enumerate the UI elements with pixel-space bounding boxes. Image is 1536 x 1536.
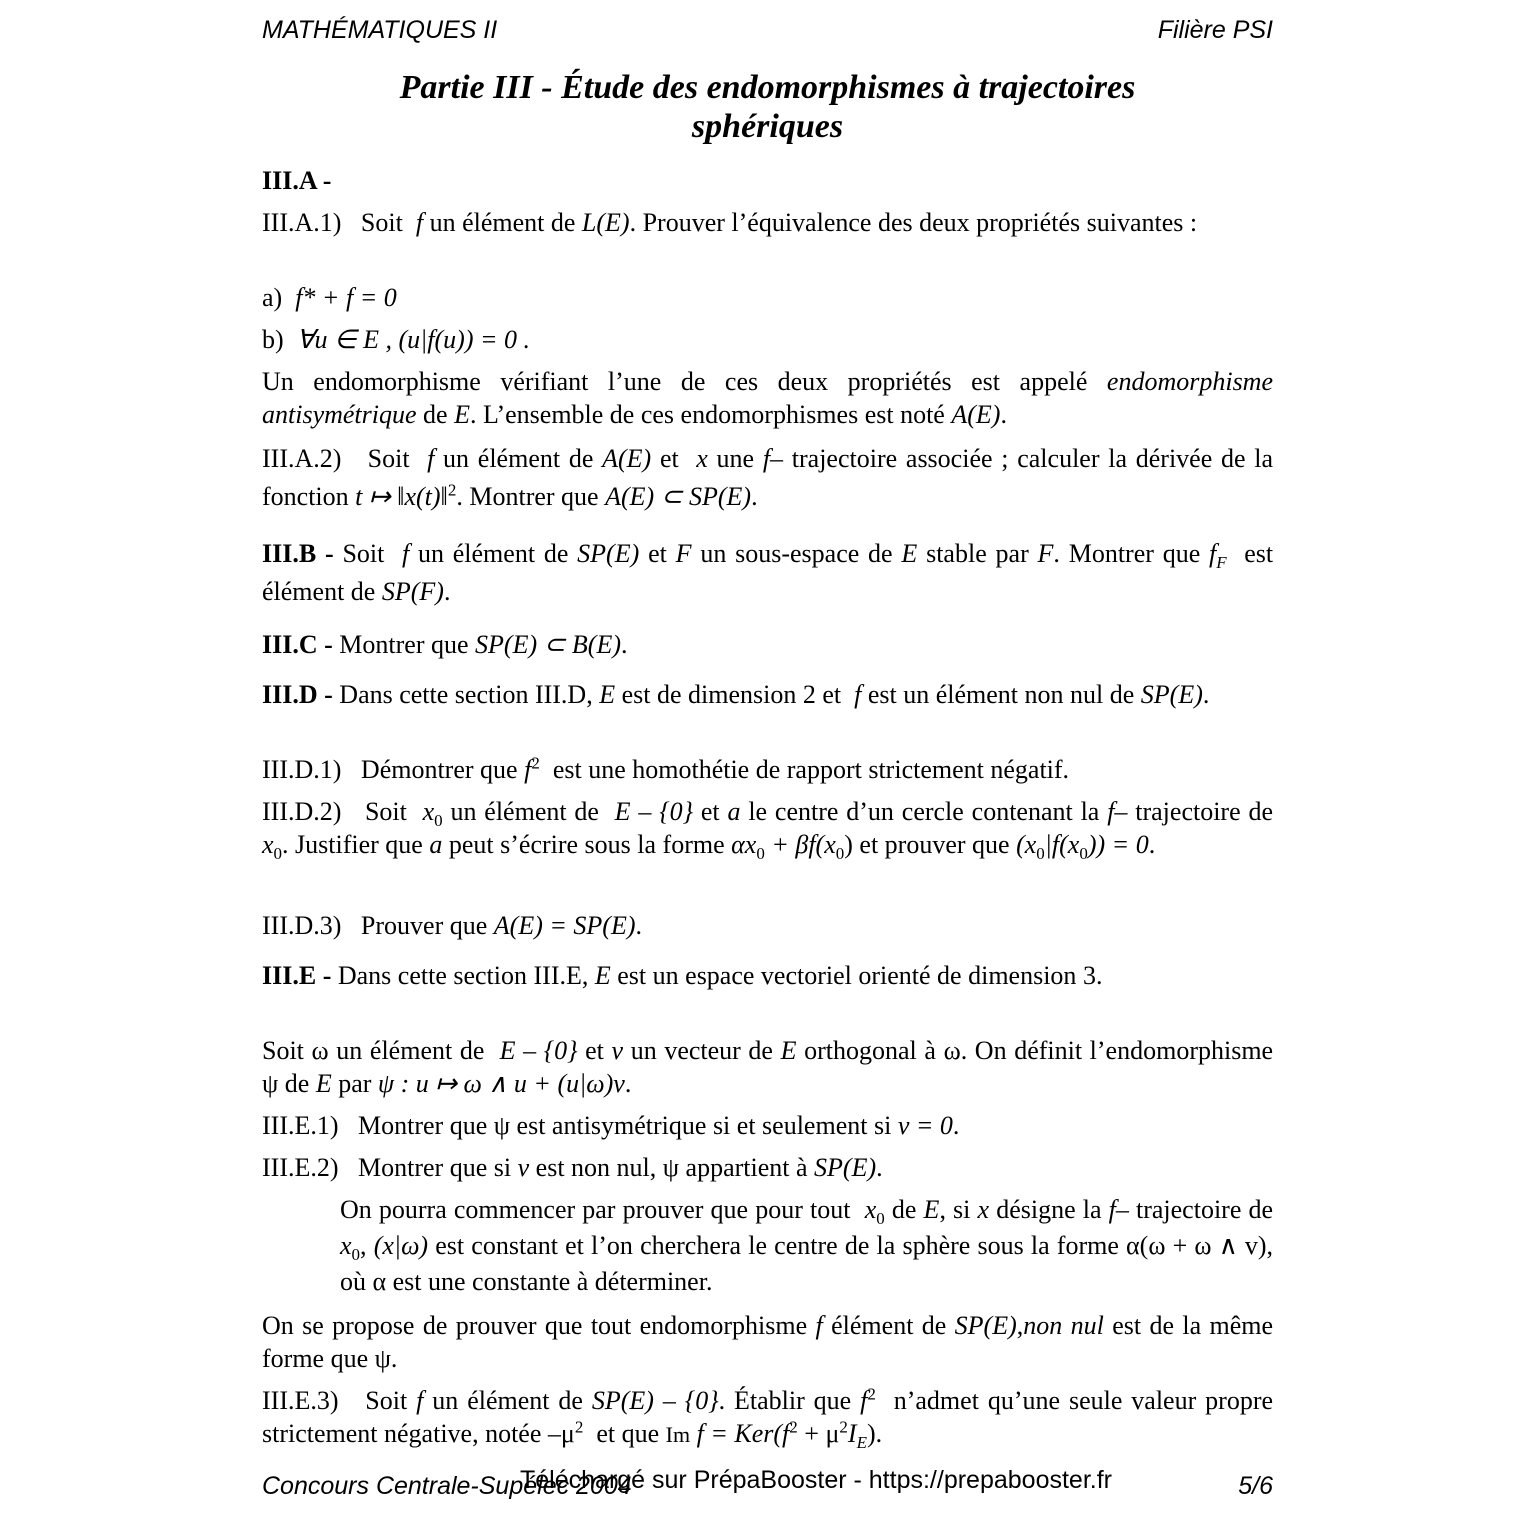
math-LE: L(E): [581, 208, 630, 237]
text: .: [1000, 400, 1007, 429]
text: et que: [596, 1419, 660, 1448]
question-IIIE3: [262, 1384, 1273, 1451]
math-f: f: [401, 539, 410, 568]
text: Soit: [360, 208, 403, 237]
section-heading-IIIC: III.C -: [262, 630, 333, 659]
text: un élément de: [450, 797, 599, 826]
text: un élément de: [429, 208, 576, 237]
text: . Établir que: [718, 1386, 852, 1415]
section-IIID: [262, 678, 1273, 711]
text: est un espace vectoriel orienté de dimension: [617, 961, 1077, 990]
math-restriction: f: [1209, 539, 1217, 568]
text: Soit: [342, 539, 385, 568]
text: Un endomorphisme vérifiant l’une de ces deux propriétés est appelé: [262, 367, 1088, 396]
header-track: Filière PSI: [1157, 16, 1273, 44]
text: ,: [360, 1231, 367, 1260]
text: .: [390, 1344, 398, 1373]
math-scalar: )) = 0: [1087, 830, 1149, 859]
hint-IIIE2: [340, 1192, 1273, 1300]
text: est de la même forme que: [262, 1311, 1274, 1373]
math-3: 3: [1082, 961, 1096, 990]
math-f: f: [524, 755, 532, 784]
text: On se propose de prouver que tout endomorphisme: [262, 1311, 808, 1340]
text: .: [952, 1111, 960, 1140]
question-label: III.A.2): [262, 444, 342, 473]
math-F: F: [1037, 539, 1054, 568]
math-expr: f* + f = 0: [295, 283, 397, 312]
math-F: F: [675, 539, 692, 568]
math-expr: ∀u ∈ E , (u|f(u)) = 0 .: [296, 325, 531, 354]
math-ker: = Ker(f: [710, 1419, 790, 1448]
text: est élément de: [262, 539, 1274, 606]
question-label: III.E.2): [262, 1153, 339, 1182]
math-psi-map: ψ : u ↦ ω ∧ u + (u|ω)v: [377, 1069, 625, 1098]
text: un élément de: [432, 1386, 583, 1415]
math-2: 2: [802, 680, 816, 709]
math-identity: I: [847, 1419, 857, 1448]
property-b: [262, 323, 1273, 356]
text: Démontrer que: [360, 755, 518, 784]
math-SPF: SP(F): [381, 577, 444, 606]
math-f: f: [1107, 797, 1115, 826]
text: de: [423, 400, 448, 429]
text: et: [822, 680, 842, 709]
text: est une constante à déterminer.: [392, 1267, 713, 1296]
text: . Montrer que: [456, 482, 599, 511]
math-f: f: [860, 1386, 868, 1415]
text: Soit: [364, 797, 407, 826]
defined-term: endomorphisme antisymétrique: [262, 367, 1273, 429]
math-f: f: [696, 1419, 704, 1448]
text: et: [659, 444, 679, 473]
text: Montrer que si: [358, 1153, 512, 1182]
math-a: a: [727, 797, 741, 826]
definition-antisymmetric: [262, 365, 1273, 431]
footer-contest: Concours Centrale-Supélec 2004: [262, 1472, 632, 1500]
text: une: [716, 444, 755, 473]
text: le centre d’un cercle contenant la: [748, 797, 1100, 826]
math-omega: ω: [311, 1036, 329, 1065]
text: . Montrer que: [1053, 539, 1201, 568]
text: un sous-espace de: [700, 539, 893, 568]
text: , si: [939, 1195, 971, 1224]
text: .: [624, 1069, 632, 1098]
text: et: [700, 797, 720, 826]
text: Soit: [262, 1036, 304, 1065]
math-v: v: [611, 1036, 624, 1065]
math-equality: A(E) = SP(E): [493, 911, 636, 940]
math-E: E: [901, 539, 918, 568]
question-IIIA1: [262, 206, 1273, 239]
text: un vecteur de: [630, 1036, 773, 1065]
subscript: 0: [876, 1209, 885, 1229]
text: Soit: [367, 444, 410, 473]
part-title-line1: Partie III - Étude des endomorphismes à trajectoires: [399, 69, 1136, 106]
math-E: E: [780, 1036, 797, 1065]
text: un élément de: [336, 1036, 485, 1065]
text: .: [443, 577, 451, 606]
math-SPE: SP(E): [1140, 680, 1203, 709]
math-omega: ω: [943, 1036, 961, 1065]
section-heading-IIIE: III.E -: [262, 961, 332, 990]
math-E: E: [594, 961, 611, 990]
text: est constant et l’on cherchera le centre de la sphère sous la forme: [435, 1231, 1119, 1260]
math-a: a: [429, 830, 443, 859]
question-label: III.D.2): [262, 797, 342, 826]
math-SPE: SP(E): [954, 1311, 1017, 1340]
text: est un élément non nul de: [867, 680, 1135, 709]
text: de: [891, 1195, 917, 1224]
footer-watermark: Téléchargé sur PrépaBooster - https://prepabooster.fr: [520, 1466, 1112, 1494]
question-label: III.D.1): [262, 755, 342, 784]
text: Dans cette section III.D,: [339, 680, 593, 709]
section-IIIB: [262, 535, 1273, 611]
text: . Prouver l’équivalence des deux propriétés suivantes :: [629, 208, 1198, 237]
text: Prouver que: [360, 911, 488, 940]
question-IIID1: [262, 753, 1273, 786]
subscript: F: [1216, 553, 1227, 573]
item-label: b): [262, 325, 284, 354]
superscript: 2: [447, 480, 457, 500]
math-mu: + μ: [804, 1419, 840, 1448]
text: peut s’écrire sous la forme: [448, 830, 725, 859]
math-x0: x: [262, 830, 274, 859]
text: .: [621, 630, 628, 659]
question-label: III.A.1): [262, 208, 342, 237]
text: stable par: [926, 539, 1029, 568]
math-f: f: [815, 1311, 823, 1340]
math-E: E: [454, 400, 470, 429]
header-subject: MATHÉMATIQUES II: [262, 16, 498, 44]
math-AE: A(E): [951, 400, 1001, 429]
text: Dans cette section III.E,: [337, 961, 589, 990]
text: ): [866, 1419, 876, 1448]
math-f: f: [427, 444, 435, 473]
math-im: Im: [665, 1422, 691, 1447]
question-IIIA2: [262, 440, 1273, 516]
math-scalar: |f(x: [1044, 830, 1080, 859]
section-heading-IIIB: III.B -: [262, 539, 334, 568]
text: Montrer que: [339, 630, 469, 659]
question-IIIE1: [262, 1109, 1273, 1142]
question-IIIE2: [262, 1151, 1273, 1184]
definition-psi: [262, 1034, 1273, 1100]
math-psi: ψ: [662, 1153, 680, 1182]
text: est antisymétrique si et seulement si: [516, 1111, 892, 1140]
text: .: [876, 1153, 883, 1182]
math-equality: v = 0: [897, 1111, 953, 1140]
text: orthogonal à: [804, 1036, 936, 1065]
math-x: x: [696, 444, 708, 473]
item-label: a): [262, 283, 283, 312]
question-label: III.E.1): [262, 1111, 339, 1140]
text: . Justifier que: [282, 830, 423, 859]
math-set: E – {0}: [614, 797, 694, 826]
subscript: E: [856, 1433, 867, 1453]
text: .: [751, 482, 758, 511]
math-x: x: [977, 1195, 990, 1224]
math-norm-map: t ↦ ‖x(t)‖: [355, 482, 448, 511]
text: – trajectoire associée ; calculer la dérivée de la fonction: [262, 444, 1274, 511]
subscript: 0: [434, 811, 443, 831]
subscript: 0: [351, 1245, 361, 1265]
text: est une homothétie de rapport strictement négatif.: [552, 755, 1070, 784]
text: et: [648, 539, 667, 568]
text: est de dimension: [621, 680, 797, 709]
text: .: [1202, 680, 1210, 709]
section-IIIC: [262, 628, 1273, 661]
subscript: 0: [1036, 844, 1045, 864]
math-inclusion: A(E) ⊂ SP(E): [605, 482, 752, 511]
math-mu: –μ: [547, 1419, 575, 1448]
math-AE: A(E): [602, 444, 652, 473]
subscript: 0: [273, 844, 283, 864]
math-E: E: [599, 680, 616, 709]
text: n’admet qu’une seule valeur propre strictement négative, notée: [262, 1386, 1274, 1448]
text: appartient à: [685, 1153, 808, 1182]
question-label: III.E.3): [262, 1386, 339, 1415]
math-f: f: [416, 1386, 424, 1415]
math-set: SP(E) – {0}: [591, 1386, 719, 1415]
text: . L’ensemble de ces endomorphismes est noté: [469, 400, 945, 429]
question-IIID2: [262, 795, 1274, 864]
footer-page-number: 5/6: [1238, 1472, 1273, 1500]
emphasis: non nul: [1023, 1311, 1104, 1340]
math-f: f: [762, 444, 771, 473]
math-scalar: (x|ω): [373, 1231, 429, 1260]
math-form: αx: [731, 830, 757, 859]
subscript: 0: [1079, 844, 1088, 864]
math-f: f: [854, 680, 862, 709]
math-psi: ψ: [262, 1069, 279, 1098]
section-IIIE: [262, 959, 1273, 992]
text: . On définit l’endomorphisme: [960, 1036, 1274, 1065]
math-alpha: α: [372, 1267, 387, 1296]
text: .: [635, 911, 642, 940]
text: – trajectoire de: [1115, 1195, 1274, 1224]
math-E: E: [923, 1195, 940, 1224]
superscript: 2: [867, 1384, 876, 1404]
part-title: [262, 68, 1273, 146]
note-IIIE: [262, 1309, 1273, 1375]
text: un élément de: [417, 539, 569, 568]
text: et: [585, 1036, 604, 1065]
math-x0: x: [340, 1231, 352, 1260]
text: , où: [340, 1231, 1274, 1296]
math-inclusion: SP(E) ⊂ B(E): [475, 630, 621, 659]
math-v: v: [517, 1153, 530, 1182]
question-IIID3: [262, 909, 1273, 942]
math-SPE: SP(E): [577, 539, 640, 568]
superscript: 2: [531, 753, 540, 773]
text: .: [875, 1419, 883, 1448]
part-title-line2: sphériques: [691, 108, 844, 145]
text: Montrer que: [358, 1111, 488, 1140]
subscript: 0: [756, 844, 765, 864]
math-f: f: [415, 208, 424, 237]
math-set: E – {0}: [499, 1036, 578, 1065]
superscript: 2: [574, 1417, 584, 1437]
math-x0: x: [864, 1195, 877, 1224]
math-psi: ψ: [493, 1111, 511, 1140]
math-form: + βf(x: [771, 830, 836, 859]
text: ) et prouver que: [844, 830, 1010, 859]
math-center-form: α(ω + ω ∧ v): [1126, 1231, 1267, 1260]
property-a: [262, 281, 1273, 314]
math-f: f: [1108, 1195, 1116, 1224]
text: – trajectoire de: [1114, 797, 1274, 826]
superscript: 2: [789, 1417, 798, 1437]
text: de: [284, 1069, 310, 1098]
text: est non nul,: [535, 1153, 657, 1182]
math-SPE: SP(E): [814, 1153, 877, 1182]
math-scalar: (x: [1016, 830, 1037, 859]
math-x0: x: [422, 797, 435, 826]
section-heading-IIIA: III.A -: [262, 166, 332, 195]
text: désigne la: [996, 1195, 1102, 1224]
text: un élément de: [443, 444, 594, 473]
text: .: [1148, 830, 1156, 859]
text: Soit: [365, 1386, 408, 1415]
section-heading-IIID: III.D -: [262, 680, 333, 709]
text: par: [338, 1069, 372, 1098]
text: élément de: [831, 1311, 947, 1340]
superscript: 2: [839, 1417, 848, 1437]
question-label: III.D.3): [262, 911, 342, 940]
math-E: E: [315, 1069, 332, 1098]
text: .: [1095, 961, 1103, 990]
text: On pourra commencer par prouver que pour tout: [340, 1195, 851, 1224]
math-psi: ψ: [374, 1344, 391, 1373]
text: ,: [1016, 1311, 1024, 1340]
subscript: 0: [835, 844, 845, 864]
